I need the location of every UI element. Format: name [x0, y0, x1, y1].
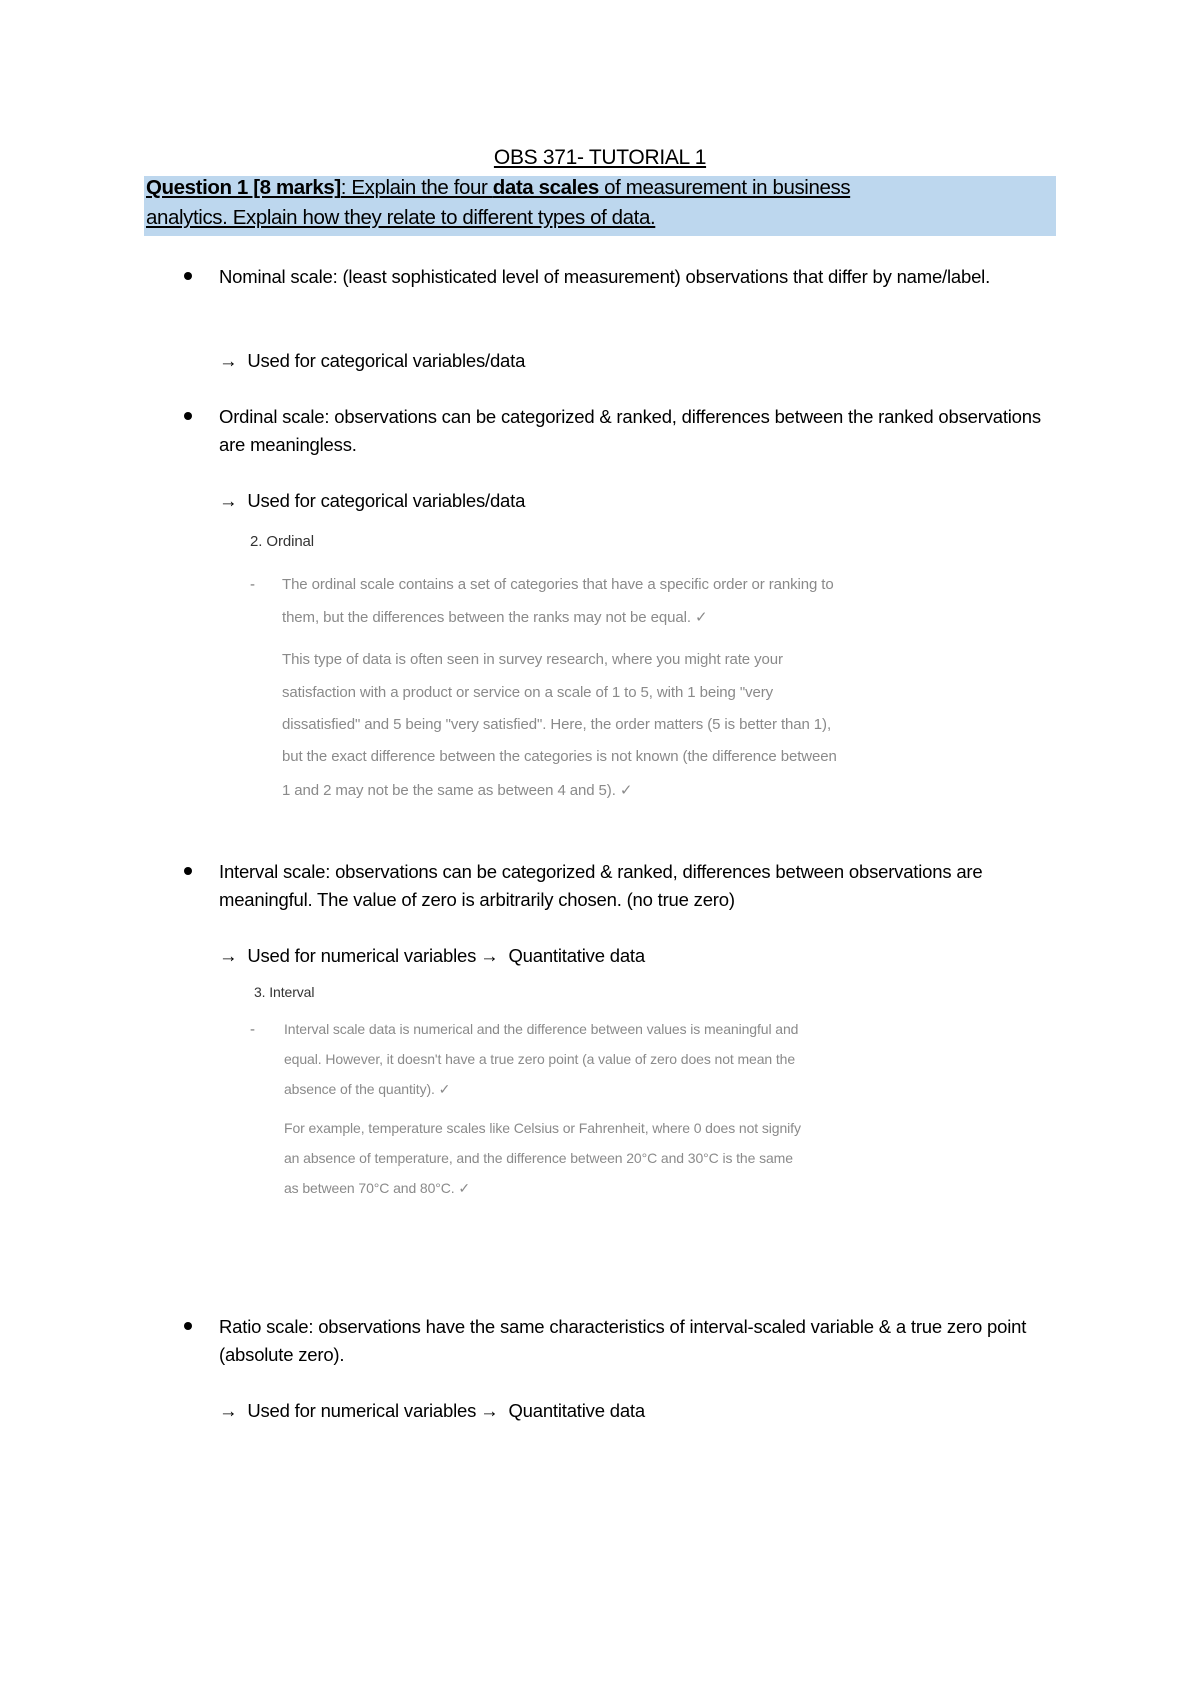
arrow-icon: →	[480, 1400, 499, 1421]
bullet-icon	[184, 272, 192, 280]
arrow-icon: →	[219, 350, 238, 371]
ordinal-example-line: This type of data is often seen in survey research, where you might rate your	[282, 651, 783, 668]
arrow-icon: →	[219, 1400, 238, 1421]
ratio-usage: Used for numerical variables	[247, 1400, 477, 1421]
ratio-data-type: Quantitative data	[508, 1400, 645, 1421]
interval-usage: Used for numerical variables	[247, 945, 477, 966]
question-line-2: analytics. Explain how they relate to different types of data.	[146, 206, 656, 229]
ordinal-example-line: 1 and 2 may not be the same as between 4 and 5). ✓	[282, 782, 633, 799]
bullet-icon	[184, 412, 192, 420]
ordinal-arrow-line	[219, 490, 525, 512]
ordinal-sub-line: them, but the differences between the ranks may not be equal. ✓	[282, 609, 708, 626]
ordinal-text: Ordinal scale: observations can be categorized & ranked, differences between the ranked observations are meaningless.	[219, 406, 1041, 455]
question-text-b: of measurement in business	[598, 176, 851, 199]
interval-sub-line: absence of the quantity). ✓	[284, 1081, 451, 1097]
interval-example-line: For example, temperature scales like Celsius or Fahrenheit, where 0 does not signify	[284, 1120, 801, 1136]
nominal-text: Nominal scale: (least sophisticated level of measurement) observations that differ by name/label.	[219, 266, 991, 287]
interval-text: Interval scale: observations can be categorized & ranked, differences between observations are meaningful. The value of zero is arbitrarily chosen. (no true zero)	[219, 861, 983, 910]
ordinal-usage: Used for categorical variables/data	[247, 490, 526, 511]
arrow-icon: →	[219, 945, 238, 966]
arrow-icon: →	[219, 490, 238, 511]
dash-icon: -	[250, 576, 255, 593]
interval-sub-heading: 3. Interval	[254, 984, 315, 1000]
dash-icon: -	[250, 1021, 255, 1038]
bullet-icon	[184, 867, 192, 875]
interval-example-line: an absence of temperature, and the difference between 20°C and 30°C is the same	[284, 1150, 793, 1166]
interval-sub-line: Interval scale data is numerical and the difference between values is meaningful and	[284, 1021, 799, 1037]
interval-example-line: as between 70°C and 80°C. ✓	[284, 1180, 471, 1196]
question-text-a: : Explain the four	[340, 176, 493, 199]
interval-sub-line: equal. However, it doesn't have a true zero point (a value of zero does not mean the	[284, 1051, 796, 1067]
ordinal-example-line: satisfaction with a product or service on a scale of 1 to 5, with 1 being "very	[282, 684, 774, 701]
ratio-text: Ratio scale: observations have the same characteristics of interval-scaled variable & a true zero point (absolute zero).	[219, 1316, 1027, 1365]
ratio-arrow-line	[219, 1400, 645, 1422]
page-title: OBS 371- TUTORIAL 1	[493, 146, 707, 169]
interval-data-type: Quantitative data	[508, 945, 645, 966]
interval-arrow-line	[219, 945, 645, 967]
ordinal-sub-heading: 2. Ordinal	[250, 533, 315, 550]
question-keyword: data scales	[492, 176, 599, 199]
ordinal-sub-line: The ordinal scale contains a set of categories that have a specific order or ranking to	[282, 576, 834, 593]
bullet-icon	[184, 1322, 192, 1330]
nominal-arrow-line	[219, 350, 525, 372]
question-number: Question 1 [8 marks]	[146, 176, 341, 199]
ordinal-example-line: but the exact difference between the categories is not known (the difference between	[282, 748, 837, 765]
nominal-usage: Used for categorical variables/data	[247, 350, 526, 371]
question-line-1	[146, 176, 850, 200]
ordinal-example-line: dissatisfied" and 5 being "very satisfied". Here, the order matters (5 is better than 1),	[282, 716, 832, 733]
arrow-icon: →	[480, 945, 499, 966]
